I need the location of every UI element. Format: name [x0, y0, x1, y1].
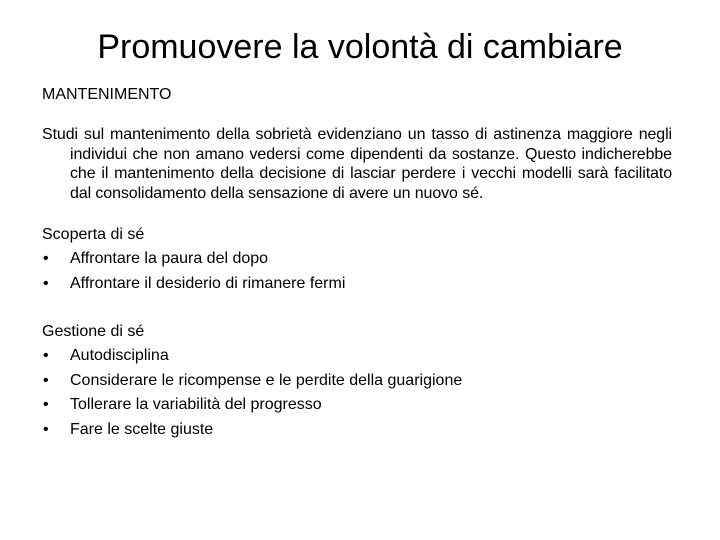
bullet-icon: •: [43, 371, 49, 389]
bullet-icon: •: [43, 347, 49, 364]
list-item-text: Autodisciplina: [70, 347, 169, 364]
group-scoperta-di-se: [42, 223, 672, 296]
group-heading: Gestione di sé: [42, 323, 145, 340]
list-item: [42, 369, 672, 394]
list-item-text: Tollerare la variabilità del progresso: [70, 396, 322, 413]
list-item: [42, 344, 672, 369]
bullet-icon: •: [43, 274, 49, 292]
list-item: [42, 418, 672, 443]
body-paragraph: Studi sul mantenimento della sobrietà evidenziano un tasso di astinenza maggiore negli individui che non amano vedersi come dipendenti da sostanze. Questo indicherebbe che il mantenimento della decisione di lasciar perdere i vecchi modelli sarà facilitato dal consolidamento della sensazione di avere un nuovo sé.: [42, 126, 672, 202]
bullet-icon: •: [43, 396, 49, 413]
list-item-text: Fare le scelte giuste: [70, 420, 214, 438]
slide-title: Promuovere la volontà di cambiare: [97, 28, 623, 66]
group-gestione-di-se: [42, 320, 672, 442]
bullet-list: [42, 344, 672, 442]
list-item: [42, 247, 672, 272]
bullet-icon: •: [43, 250, 49, 267]
bullet-list: [42, 247, 672, 296]
list-item-text: Affrontare il desiderio di rimanere fermi: [70, 274, 346, 292]
list-item: [42, 393, 672, 418]
list-item: [42, 272, 672, 297]
list-item-text: Affrontare la paura del dopo: [70, 250, 269, 267]
slide-content: [42, 84, 672, 442]
group-heading: Scoperta di sé: [42, 226, 145, 243]
section-heading: MANTENIMENTO: [42, 86, 172, 103]
bullet-icon: •: [43, 420, 49, 438]
list-item-text: Considerare le ricompense e le perdite della guarigione: [70, 371, 463, 389]
